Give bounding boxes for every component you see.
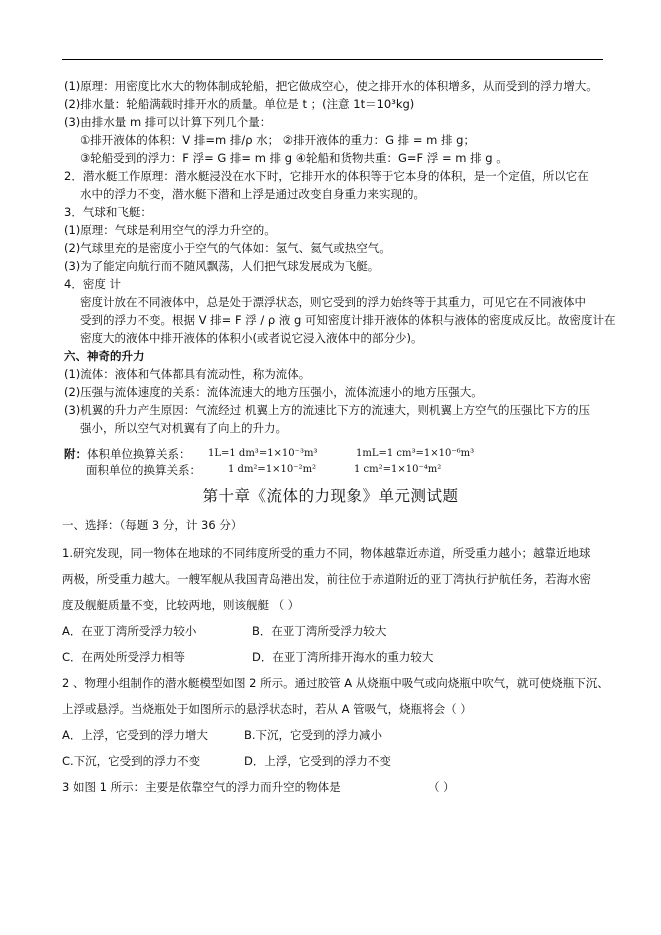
text-line: (3)机翼的升力产生原因：气流经过 机翼上方的流速比下方的流速大，则机翼上方空气的压强比下方的压 [64, 403, 590, 417]
text-line: (2)排水量：轮船满载时排开水的质量。单位是 t ；(注意 1t＝10³kg) [64, 97, 415, 111]
appendix-volume [64, 446, 191, 462]
text-line: 受到的浮力不变。根据 V 排= F 浮 / ρ 液 g 可知密度计排开液体的体积与液体的密度成反比。故密度计在 [80, 313, 616, 327]
text-line: (2)压强与流体速度的关系：流体流速大的地方压强小，流体流速小的地方压强大。 [64, 385, 483, 399]
q1-option-b: B．在亚丁湾所受浮力较大 [252, 624, 387, 638]
text-line: (3)为了能定向航行而不随风飘荡，人们把气球发展成为飞艇。 [64, 259, 380, 273]
appendix-volume-title: 体积单位换算关系： [87, 447, 191, 461]
text-line: 3．气球和飞艇： [64, 205, 152, 219]
appendix-label: 附： [64, 447, 87, 461]
appendix-volume-a: 1L=1 dm³=1×10⁻³m³ [208, 448, 318, 459]
appendix-area-title: 面积单位的换算关系： [86, 463, 201, 477]
appendix-volume-b: 1mL=1 cm³=1×10⁻⁶m³ [356, 448, 475, 459]
text-line: (1)原理：用密度比水大的物体制成轮船，把它做成空心，使之排开水的体积增多，从而受到的浮力增大。 [64, 79, 598, 93]
q3-line: 3 如图 1 所示：主要是依靠空气的浮力而升空的物体是 [62, 780, 341, 794]
q1-line: 1.研究发现，同一物体在地球的不同纬度所受的重力不同，物体越靠近赤道，所受重力越小；越靠近地球 [62, 546, 591, 560]
text-line: (3)由排水量 m 排可以计算下列几个量： [64, 115, 272, 129]
text-line: (1)原理：气球是利用空气的浮力升空的。 [64, 223, 276, 237]
header-rule [62, 59, 603, 60]
q3-answer-paren: （ ） [428, 780, 455, 794]
section-heading: 六、神奇的升力 [64, 349, 145, 363]
q2-option-a: A．上浮，它受到的浮力增大 [62, 728, 208, 742]
text-line: 4．密度 计 [64, 277, 121, 291]
q2-option-b: B.下沉，它受到的浮力减小 [244, 728, 383, 742]
text-line: 2．潜水艇工作原理：潜水艇浸没在水下时，它排开水的体积等于它本身的体积，是一个定值，所以它在 [64, 169, 589, 183]
test-title: 第十章《流体的力现象》单元测试题 [202, 487, 459, 505]
q2-option-d: D．上浮，它受到的浮力不变 [244, 754, 391, 768]
q2-line: 上浮或悬浮。当烧瓶处于如图所示的悬浮状态时，若从 A 管吸气，烧瓶将会（ ） [62, 702, 472, 716]
text-line: 水中的浮力不变，潜水艇下潜和上浮是通过改变自身重力来实现的。 [80, 187, 425, 201]
appendix-area-a: 1 dm²=1×10⁻²m² [228, 464, 317, 475]
test-section: 一、选择：（每题 3 分，计 36 分） [62, 518, 243, 532]
q1-option-d: D．在亚丁湾所排开海水的重力较大 [252, 650, 434, 664]
q2-option-c: C.下沉，它受到的浮力不变 [62, 754, 201, 768]
q1-option-a: A．在亚丁湾所受浮力较小 [62, 624, 197, 638]
text-line: 强小，所以空气对机翼有了向上的升力。 [80, 421, 287, 435]
text-line: ①排开液体的体积：V 排=m 排/ρ 水； ②排开液体的重力：G 排 = m 排 g； [80, 133, 475, 147]
text-line: (1)流体：液体和气体都具有流动性，称为流体。 [64, 367, 311, 381]
q2-line: 2 、物理小组制作的潜水艇模型如图 2 所示。通过胶管 A 从烧瓶中吸气或向烧瓶中吹气，就可使烧瓶下沉、 [62, 676, 609, 690]
appendix-area-b: 1 cm²=1×10⁻⁴m² [354, 464, 442, 475]
text-line: 密度计放在不同液体中，总是处于漂浮状态，则它受到的浮力始终等于其重力，可见它在不同液体中 [80, 295, 586, 309]
text-line: ③轮船受到的浮力：F 浮= G 排= m 排 g ④轮船和货物共重：G=F 浮 = m 排 g 。 [80, 151, 508, 165]
q1-option-c: C．在两处所受浮力相等 [62, 650, 186, 664]
q1-line: 两极，所受重力越大。一艘军舰从我国青岛港出发，前往位于赤道附近的亚丁湾执行护航任务，若海水密 [62, 572, 591, 586]
q1-line: 度及舰艇质量不变，比较两地，则该舰艇 （ ） [62, 598, 300, 612]
text-line: (2)气球里充的是密度小于空气的气体如：氢气、氦气或热空气。 [64, 241, 391, 255]
text-line: 密度大的液体中排开液体的体积小(或者说它浸入液体中的部分少)。 [80, 331, 423, 345]
